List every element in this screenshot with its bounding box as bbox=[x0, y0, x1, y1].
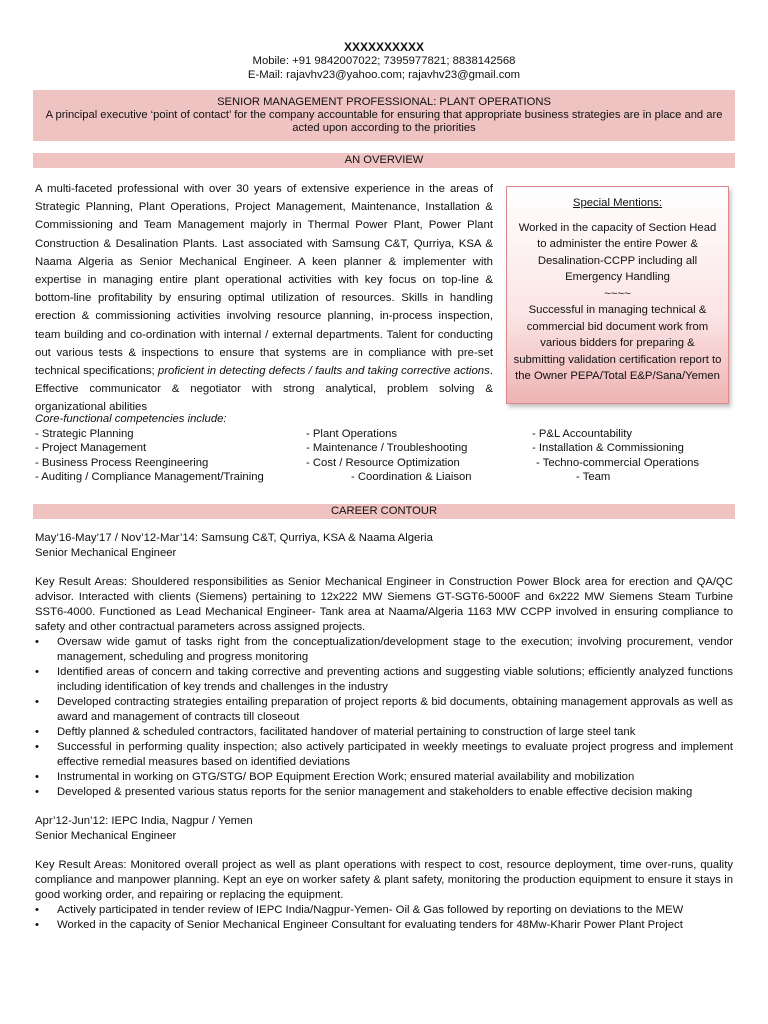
mobile-line: Mobile: +91 9842007022; 7395977821; 8838142568 bbox=[252, 55, 516, 67]
kra-label: Key Result Areas: bbox=[35, 576, 128, 588]
job-bullet-list bbox=[35, 635, 733, 800]
competency-item: - Auditing / Compliance Management/Training bbox=[35, 471, 264, 483]
competency-item: - Project Management bbox=[35, 442, 147, 454]
list-item: • Successful in performing quality inspection; also actively participated in weekly meetings to evaluate project progress and implement effective remedial measures based on identified deviations bbox=[57, 740, 733, 770]
kra-text: Shouldered responsibilities as Senior Mechanical Engineer in Construction Power Block area for erection and QA/QC advisor. Interacted with clients (Siemens) pertaining to 12x222 MW Siemens GT-SGT6-5000F and 6x222 MW Siemens Steam Turbine SST6-4000. Functioned as Lead Mechanical Engineer- Tank area at Naama/Algeria 1163 MW CCPP involved in ensuring compliance to safety and other contractual parameters across assigned projects. bbox=[35, 576, 734, 633]
kra-label: Key Result Areas: bbox=[35, 859, 127, 871]
contact-header bbox=[0, 0, 768, 82]
special-mention-1: Worked in the capacity of Section Head to administer the entire Power & Desalination-CCPP including all Emergency Handling bbox=[518, 221, 717, 283]
overview-text-part-2: . Effective communicator & negotiator with strong analytical, problem solving & organizational abilities bbox=[35, 365, 494, 414]
competency-item: - Maintenance / Troubleshooting bbox=[306, 442, 468, 454]
competency-column-2 bbox=[306, 427, 486, 485]
competency-item: - Cost / Resource Optimization bbox=[306, 456, 460, 469]
headline-title: SENIOR MANAGEMENT PROFESSIONAL: PLANT OPERATIONS bbox=[217, 96, 551, 108]
overview-section bbox=[35, 180, 733, 412]
special-mention-separator: ~~~~ bbox=[604, 287, 631, 300]
job-period: Apr’12-Jun’12: IEPC India, Nagpur / Yemen bbox=[35, 815, 253, 827]
list-item: • Oversaw wide gamut of tasks right from the conceptualization/development stage to the execution; involving procurement, vendor management, scheduling and progress monitoring bbox=[57, 635, 733, 665]
section-heading-overview: AN OVERVIEW bbox=[33, 153, 735, 168]
special-mentions-box bbox=[506, 186, 729, 404]
list-item: • Actively participated in tender review of IEPC India/Nagpur-Yemen- Oil & Gas followed by reporting on deviations to the MEW bbox=[57, 903, 733, 918]
headline-banner bbox=[33, 90, 735, 141]
list-item: • Developed & presented various status reports for the senior management and stakeholders to enable effective decision making bbox=[57, 785, 733, 800]
job-entry-1 bbox=[35, 531, 733, 800]
special-mentions-title: Special Mentions: bbox=[572, 197, 663, 209]
candidate-name: XXXXXXXXXX bbox=[343, 40, 425, 54]
list-item: • Instrumental in working on GTG/STG/ BOP Equipment Erection Work; ensured material availability and mobilization bbox=[57, 770, 733, 785]
competency-item: - Techno-commercial Operations bbox=[536, 456, 700, 469]
competency-item: - Team bbox=[576, 471, 611, 483]
section-heading-career: CAREER CONTOUR bbox=[33, 504, 735, 519]
competency-column-1 bbox=[35, 427, 295, 485]
competency-item: - Installation & Commissioning bbox=[532, 442, 684, 454]
job-period: May’16-May’17 / Nov’12-Mar’14: Samsung C&T, Qurriya, KSA & Naama Algeria bbox=[35, 532, 433, 544]
competencies-section bbox=[35, 412, 733, 502]
competency-column-3 bbox=[532, 427, 732, 485]
job-bullet-list bbox=[35, 903, 733, 933]
competency-item: - Strategic Planning bbox=[35, 427, 134, 440]
competency-item: - Business Process Reengineering bbox=[35, 456, 209, 469]
overview-text-part-1: A multi-faceted professional with over 30 years of extensive experience in the areas of Strategic Planning, Plant Operations, Project Management, Maintenance, Installation & Commissioning and Team Management majorly in Thermal Power Plant, Power Plant Construction & Desalination Plants. Last associated with Samsung C&T, Qurriya, KSA & Naama Algeria as Senior Mechanical Engineer. A keen planner & implementer with expertise in managing entire plant operational activities with key focus on top-line & bottom-line profitability by ensuring optimal utilization of resources. Skills in handling erection & commissioning activities involving resource planning, in-process inspection, team building and co-ordination with internal / external departments. Talent for conducting out various tests & inspections to ensure that systems are in compliance with pre-set technical specifications; bbox=[35, 183, 493, 378]
job-kra bbox=[35, 858, 733, 903]
job-role: Senior Mechanical Engineer bbox=[35, 547, 177, 559]
list-item: • Deftly planned & scheduled contractors, facilitated handover of material pertaining to construction of large steel tank bbox=[57, 725, 733, 740]
job-kra bbox=[35, 575, 733, 635]
competencies-title: Core-functional competencies include: bbox=[35, 413, 227, 425]
job-role: Senior Mechanical Engineer bbox=[35, 830, 177, 842]
list-item: • Worked in the capacity of Senior Mechanical Engineer Consultant for evaluating tenders for 48Mw-Kharir Power Plant Project bbox=[57, 918, 733, 933]
job-entry-2 bbox=[35, 814, 733, 933]
email-line: E-Mail: rajavhv23@yahoo.com; rajavhv23@gmail.com bbox=[247, 69, 521, 81]
list-item: • Identified areas of concern and taking corrective and preventing actions and suggesting viable solutions; efficiently analyzed functions including identification of key trends and challenges in the industry bbox=[57, 665, 733, 695]
overview-text-italic: proficient in detecting defects / faults and taking corrective actions bbox=[157, 365, 490, 378]
competency-item: - Plant Operations bbox=[306, 427, 398, 440]
competency-item: - Coordination & Liaison bbox=[351, 471, 472, 483]
list-item: • Developed contracting strategies entailing preparation of project reports & bid documents, obtaining management approvals as well as award and management of contracts till closeout bbox=[57, 695, 733, 725]
headline-subtitle: A principal executive ‘point of contact’ for the company accountable for ensuring that appropriate business strategies are in place and are acted upon according to the priorities bbox=[45, 109, 723, 134]
special-mention-2: Successful in managing technical & commercial bid document work from various bidders for preparing & submitting validation certification report to the Owner PEPA/Total E&P/Sana/Yemen bbox=[513, 304, 722, 382]
kra-text: Monitored overall project as well as plant operations with respect to cost, resource deployment, time over-runs, quality compliance and manpower planning. Kept an eye on worker safety & plant safety, monitoring the production equipment to ensure it stays in good working order, and repairing or replacing the equipment. bbox=[35, 859, 733, 901]
competency-item: - P&L Accountability bbox=[532, 427, 633, 440]
overview-text bbox=[35, 180, 493, 417]
